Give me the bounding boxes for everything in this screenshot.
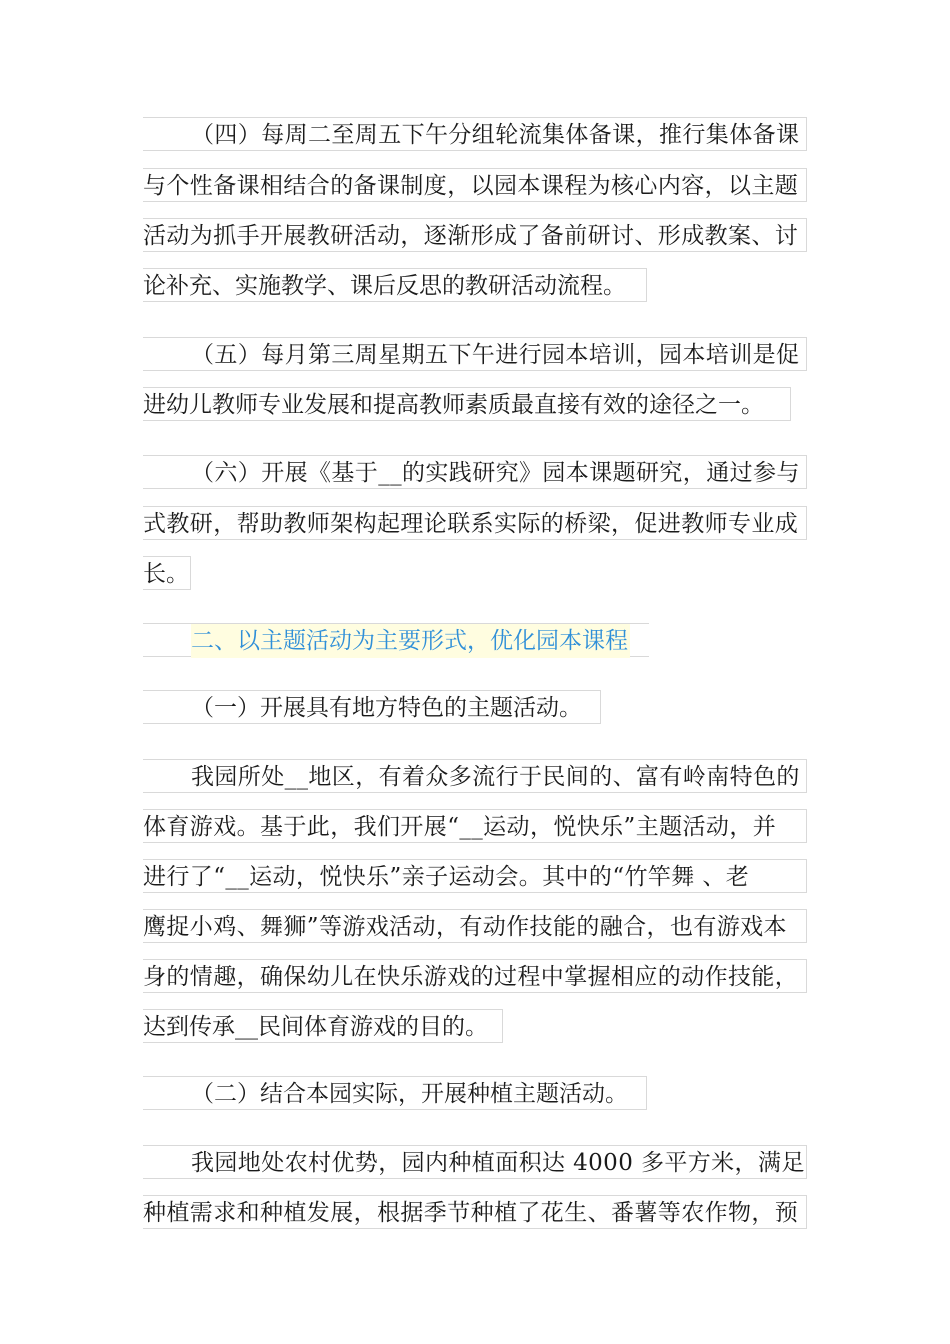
para-sub1-line-2: 体育游戏。基于此，我们开展“__运动，悦快乐”主题活动，并 [143, 809, 807, 843]
subheading-2: （二）结合本园实际，开展种植主题活动。 [143, 1076, 647, 1110]
para-sub1-line-3: 进行了“__运动，悦快乐”亲子运动会。其中的“竹竿舞 、老 [143, 859, 807, 893]
para-4-line-3: 活动为抓手开展教研活动，逐渐形成了备前研讨、形成教案、讨 [143, 218, 807, 252]
para-sub2-line-2: 种植需求和种植发展，根据季节种植了花生、番薯等农作物，预 [143, 1195, 807, 1229]
para-4-line-4: 论补充、实施教学、课后反思的教研活动流程。 [143, 268, 647, 302]
para-4-line-1: （四）每周二至周五下午分组轮流集体备课，推行集体备课 [143, 117, 807, 151]
para-4-line-2: 与个性备课相结合的备课制度，以园本课程为核心内容，以主题 [143, 168, 807, 202]
para-sub1-line-6: 达到传承__民间体育游戏的目的。 [143, 1009, 503, 1043]
para-5-line-1: （五）每月第三周星期五下午进行园本培训，园本培训是促 [143, 337, 807, 371]
para-sub1-line-4: 鹰捉小鸡、舞狮”等游戏活动，有动作技能的融合，也有游戏本 [143, 909, 807, 943]
section-heading-2-text: 二、以主题活动为主要形式，优化园本课程 [191, 624, 630, 658]
para-6-line-2: 式教研，帮助教师架构起理论联系实际的桥梁，促进教师专业成 [143, 506, 807, 540]
para-5-line-2: 进幼儿教师专业发展和提高教师素质最直接有效的途径之一。 [143, 387, 791, 421]
para-6-line-1: （六）开展《基于__的实践研究》园本课题研究，通过参与 [143, 455, 807, 489]
section-heading-2 [143, 623, 649, 657]
para-sub1-line-1: 我园所处__地区，有着众多流行于民间的、富有岭南特色的 [143, 759, 807, 793]
para-sub2-line-1: 我园地处农村优势，园内种植面积达 4000 多平方米，满足 [143, 1145, 807, 1179]
para-sub1-line-5: 身的情趣，确保幼儿在快乐游戏的过程中掌握相应的动作技能， [143, 959, 807, 993]
para-6-line-3: 长。 [143, 556, 191, 590]
subheading-1: （一）开展具有地方特色的主题活动。 [143, 690, 601, 724]
